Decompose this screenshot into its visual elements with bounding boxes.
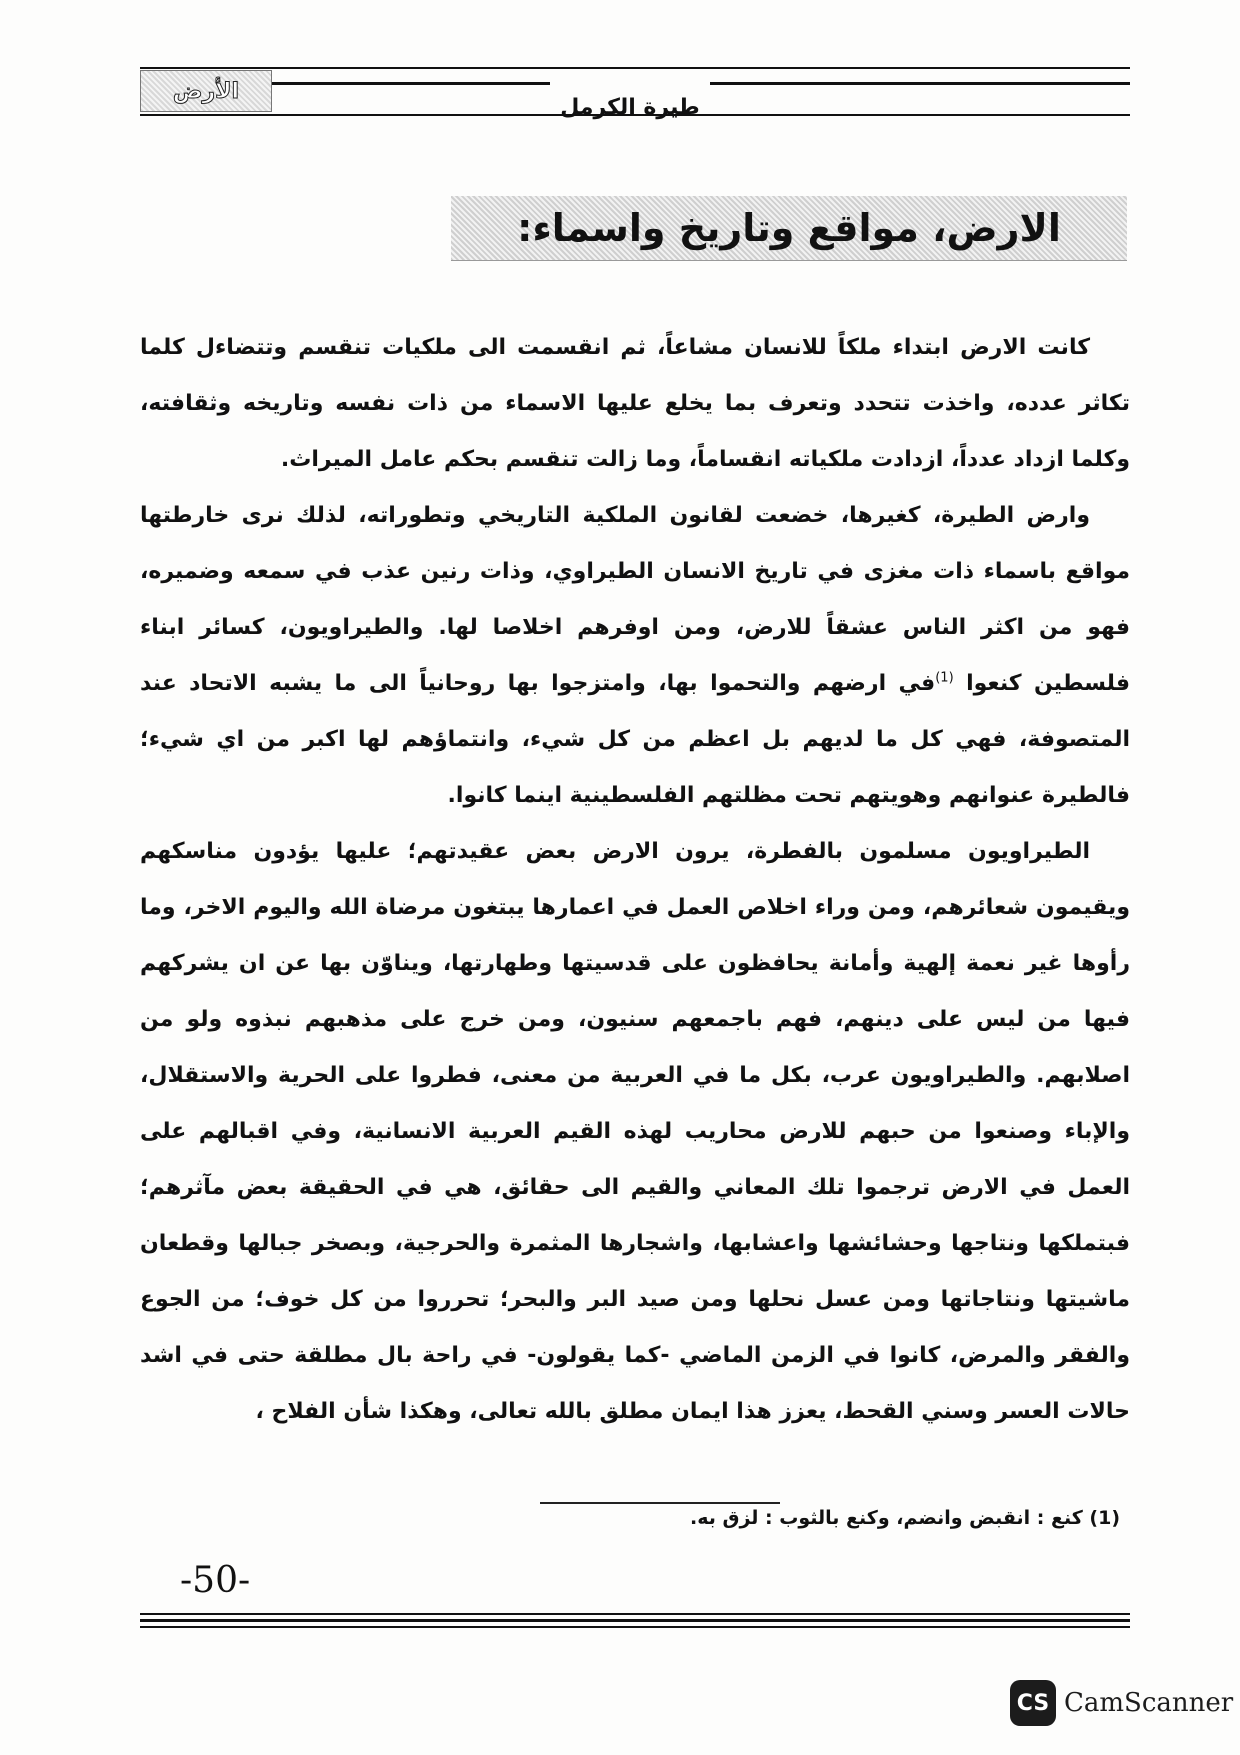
- chapter-badge: [140, 70, 272, 112]
- footer-rule-1: [140, 1613, 1130, 1615]
- footnote: (1) كنع : انقبض وانضم، وكنع بالثوب : لزق به.: [690, 1507, 1120, 1529]
- body-text: [140, 320, 1130, 1440]
- paragraph-3: الطيراويون مسلمون بالفطرة، يرون الارض بعض عقيدتهم؛ عليها يؤدون مناسكهم ويقيمون شعائرهم، ومن وراء اخلاص العمل في اعمارها يبتغون مرضاة الله واليوم الاخر، وما رأوها غير نعمة إلهية وأمانة يحافظون على قدسيتها وطهارتها، ويناوّن بها عن ان يشركهم فيها من ليس على دينهم، فهم باجمعهم سنيون، ومن خرج على مذهبهم نبذوه ولو من اصلابهم. والطيراويون عرب، بكل ما في العربية من معنى، فطروا على الحرية والاستقلال، والإباء وصنعوا من حبهم للارض محاريب لهذه القيم العربية الانسانية، وفي اقبالهم على العمل في الارض ترجموا تلك المعاني والقيم الى حقائق، هي في الحقيقة بعض مآثرهم؛ فبتملكها ونتاجها وحشائشها واعشابها، واشجارها المثمرة والحرجية، وبصخر جبالها وقطعان ماشيتها ونتاجاتها ومن عسل نحلها ومن صيد البر والبحر؛ تحرروا من كل خوف؛ من الجوع والفقر والمرض، كانوا في الزمن الماضي -كما يقولون- في راحة بال مطلقة حتى في اشد حالات العسر وسني القحط، يعزز هذا ايمان مطلق بالله تعالى، وهكذا شأن الفلاح ،: [140, 839, 1130, 1424]
- paragraph-1: كانت الارض ابتداء ملكاً للانسان مشاعاً، ثم انقسمت الى ملكيات تنقسم وتتضاءل كلما تكاثر عدده، واخذت تتحدد وتعرف بما يخلع عليها الاسماء من ذات نفسه وتاريخه وثقافته، وكلما ازداد عدداً، ازدادت ملكياته انقساماً، وما زالت تنقسم بحكم عامل الميراث.: [140, 335, 1130, 472]
- section-banner: [451, 196, 1127, 261]
- camscanner-watermark: [1010, 1680, 1233, 1726]
- footer-rule-2: [140, 1619, 1130, 1622]
- camscanner-logo-icon: CS: [1010, 1680, 1056, 1726]
- paragraph-2-part-1: وارض الطيرة، كغيرها، خضعت لقانون الملكية التاريخي وتطوراته، لذلك نرى خارطتها مواقع باسماء ذات مغزى في تاريخ الانسان الطيراوي، وذات رنين عذب في سمعه وضميره، فهو من اكثر الناس عشقاً للارض، ومن اوفرهم اخلاصا لها. والطيراويون، كسائر ابناء فلسطين كنعوا: [140, 503, 1130, 696]
- footer-rule-3: [140, 1626, 1130, 1628]
- page-number: -50-: [180, 1560, 251, 1601]
- paragraph-2: [140, 488, 1130, 824]
- header-rule-top: [140, 67, 1130, 69]
- paragraph-2-part-2: في ارضهم والتحموا بها، وامتزجوا بها روحانياً الى ما يشبه الاتحاد عند المتصوفة، فهي كل ما لديهم بل اعظم من كل شيء، وانتماؤهم لها اكبر من اي شيء؛ فالطيرة عنوانهم وهويتهم تحت مظلتهم الفلسطينية اينما كانوا.: [140, 671, 1130, 808]
- header-rule-left: [270, 82, 550, 85]
- footnote-rule: [540, 1502, 780, 1504]
- book-title: طيرة الكرمل: [560, 95, 700, 120]
- footnote-reference: (1): [935, 670, 954, 686]
- camscanner-name: CamScanner: [1064, 1688, 1234, 1718]
- section-title: الارض، مواقع وتاريخ واسماء:: [517, 206, 1061, 250]
- header-rule-right: [710, 82, 1130, 85]
- chapter-label: الأرض: [172, 78, 240, 104]
